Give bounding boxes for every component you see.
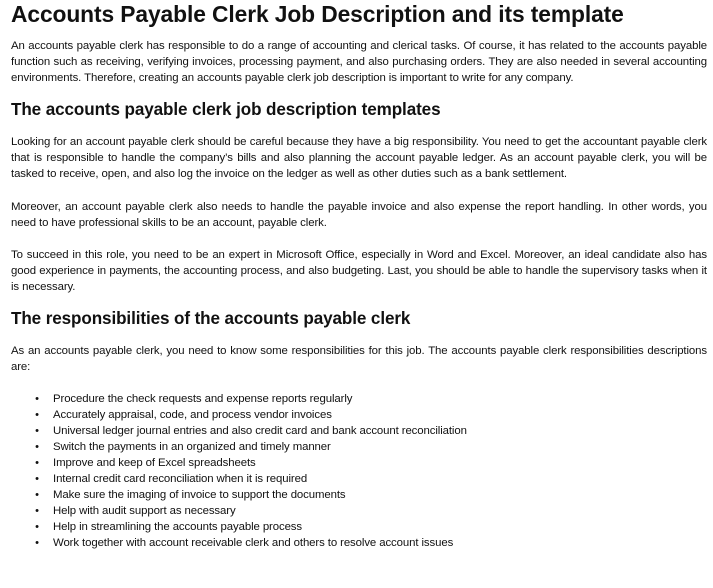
list-item-text: Help in streamlining the accounts payable process [53,521,302,534]
list-item-text: Internal credit card reconciliation when it is required [53,473,308,486]
list-item-text: Make sure the imaging of invoice to support the documents [53,489,346,502]
bullet-icon: • [35,521,39,534]
list-item-text: Universal ledger journal entries and also credit card and bank account reconciliation [53,425,467,438]
spacer [11,118,707,134]
bullet-icon: • [35,473,39,486]
responsibilities-list [11,391,707,551]
list-item [11,423,707,439]
list-item [11,471,707,487]
list-item [11,455,707,471]
paragraph-moreover: Moreover, an account payable clerk also needs to handle the payable invoice and also expense the report handling. In other words, you need to have professional skills to be an account, payable clerk. [11,200,707,229]
list-item-text: Switch the payments in an organized and timely manner [53,441,331,454]
section-heading-templates: The accounts payable clerk job description templates [11,100,441,120]
list-item-text: Procedure the check requests and expense reports regularly [53,393,353,406]
paragraph-responsibilities-intro: As an accounts payable clerk, you need to know some responsibilities for this job. The accounts payable clerk responsibilities descriptions are: [11,345,707,374]
bullet-icon: • [35,441,39,454]
intro-paragraph: An accounts payable clerk has responsible to do a range of accounting and clerical tasks. Of course, it has related to the accounts payable function such as receiving, verifying invoices, processing payment, and also purchasing orders. They are also needed in several accounting environments. Therefore, creating an accounts payable clerk job description is important to write for any company. [11,40,707,85]
list-item [11,487,707,503]
spacer [11,183,707,199]
list-item-text: Work together with account receivable clerk and others to resolve account issues [53,537,454,550]
list-item-text: Accurately appraisal, code, and process vendor invoices [53,409,332,422]
list-item [11,439,707,455]
list-item [11,407,707,423]
spacer [11,375,707,391]
list-item [11,503,707,519]
list-item-text: Improve and keep of Excel spreadsheets [53,457,256,470]
bullet-icon: • [35,393,39,406]
paragraph-looking-for-clerk: Looking for an account payable clerk should be careful because they have a big responsibility. You need to get the accountant payable clerk that is responsible to handle the company’s bills and also planning the account payable ledger. As an account payable clerk, you will be tasked to receive, open, and also log the invoice on the ledger as well as other duties such as a bank settlement. [11,136,707,181]
document-title: Accounts Payable Clerk Job Description and its template [11,1,624,27]
bullet-icon: • [35,409,39,422]
list-item [11,535,707,551]
list-item [11,519,707,535]
section-heading-responsibilities: The responsibilities of the accounts payable clerk [11,309,411,329]
list-item [11,391,707,407]
bullet-icon: • [35,505,39,518]
bullet-icon: • [35,537,39,550]
bullet-icon: • [35,457,39,470]
bullet-icon: • [35,489,39,502]
paragraph-to-succeed: To succeed in this role, you need to be an expert in Microsoft Office, especially in Word and Excel. Moreover, an ideal candidate also has good experience in payments, the accounting process, and also budgeting. Last, you should be able to handle the supervisory tasks when it is necessary. [11,248,707,293]
spacer [11,231,707,247]
list-item-text: Help with audit support as necessary [53,505,236,518]
bullet-icon: • [35,425,39,438]
spacer [11,327,707,343]
